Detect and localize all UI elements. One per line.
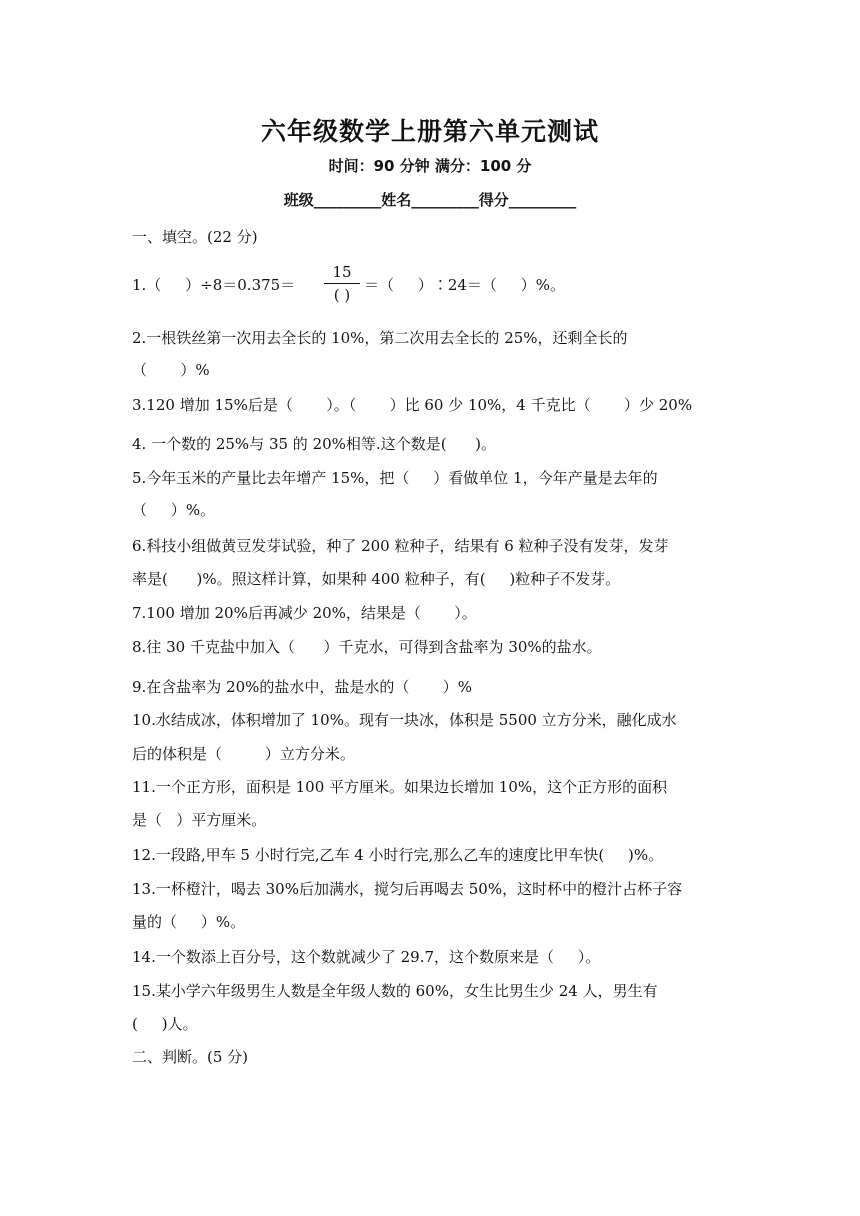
fraction-bar: [324, 283, 360, 284]
question-line: 是（ ）平方厘米。: [132, 811, 267, 829]
question-line: 6.科技小组做黄豆发芽试验，种了 200 粒种子，结果有 6 粒种子没有发芽，发芽: [132, 537, 669, 555]
question-line: （ ）%: [132, 361, 210, 379]
question-1-before: 1.（ ）÷8＝0.375＝: [132, 276, 296, 294]
question-line: 率是( )%。照这样计算，如果种 400 粒种子，有( )粒种子不发芽。: [132, 570, 621, 588]
question-line: 7.100 增加 20%后再减少 20%，结果是（ ）。: [132, 604, 477, 622]
question-line: 5.今年玉米的产量比去年增产 15%，把（ ）看做单位 1，今年产量是去年的: [132, 469, 658, 487]
question-line: 10.水结成冰，体积增加了 10%。现有一块冰，体积是 5500 立方分米，融化成水: [132, 711, 677, 729]
question-line: 9.在含盐率为 20%的盐水中，盐是水的（ ）%: [132, 678, 473, 696]
question-line: （ ）%。: [132, 501, 216, 519]
question-line: 12.一段路,甲车 5 小时行完,乙车 4 小时行完,那么乙车的速度比甲车快( )%。: [132, 846, 664, 864]
exam-info: 时间：90 分钟 满分：100 分: [328, 157, 532, 175]
question-line: ( )人。: [132, 1015, 198, 1033]
student-info-line: 班级_________姓名_________得分_________: [283, 191, 577, 209]
question-line: 15.某小学六年级男生人数是全年级人数的 60%，女生比男生少 24 人，男生有: [132, 982, 658, 1000]
question-line: 3.120 增加 15%后是（ ）。（ ）比 60 少 10%，4 千克比（ ）少 20%: [132, 396, 693, 414]
page-title: 六年级数学上册第六单元测试: [260, 117, 599, 146]
section-heading-true-false: 二、判断。(5 分): [132, 1048, 249, 1066]
question-line: 11.一个正方形，面积是 100 平方厘米。如果边长增加 10%，这个正方形的面积: [132, 778, 668, 796]
section-heading-fill-blank: 一、填空。(22 分): [132, 228, 258, 246]
question-1-fraction: [324, 262, 360, 305]
question-line: 14.一个数添上百分号，这个数就减少了 29.7，这个数原来是（ ）。: [132, 948, 601, 966]
question-line: 4. 一个数的 25%与 35 的 20%相等.这个数是( )。: [132, 435, 497, 453]
question-line: 后的体积是（ ）立方分米。: [132, 745, 355, 763]
question-1-after: ＝（ ）∶24＝（ ）%。: [364, 276, 566, 294]
fraction-numerator: 15: [332, 263, 352, 281]
fraction-denominator: ( ): [333, 286, 351, 304]
question-line: 量的（ ）%。: [132, 913, 246, 931]
question-line: 13.一杯橙汁，喝去 30%后加满水，搅匀后再喝去 50%，这时杯中的橙汁占杯子容: [132, 880, 683, 898]
question-line: 8.往 30 千克盐中加入（ ）千克水，可得到含盐率为 30%的盐水。: [132, 638, 602, 656]
question-line: 2.一根铁丝第一次用去全长的 10%，第二次用去全长的 25%，还剩全长的: [132, 329, 628, 347]
